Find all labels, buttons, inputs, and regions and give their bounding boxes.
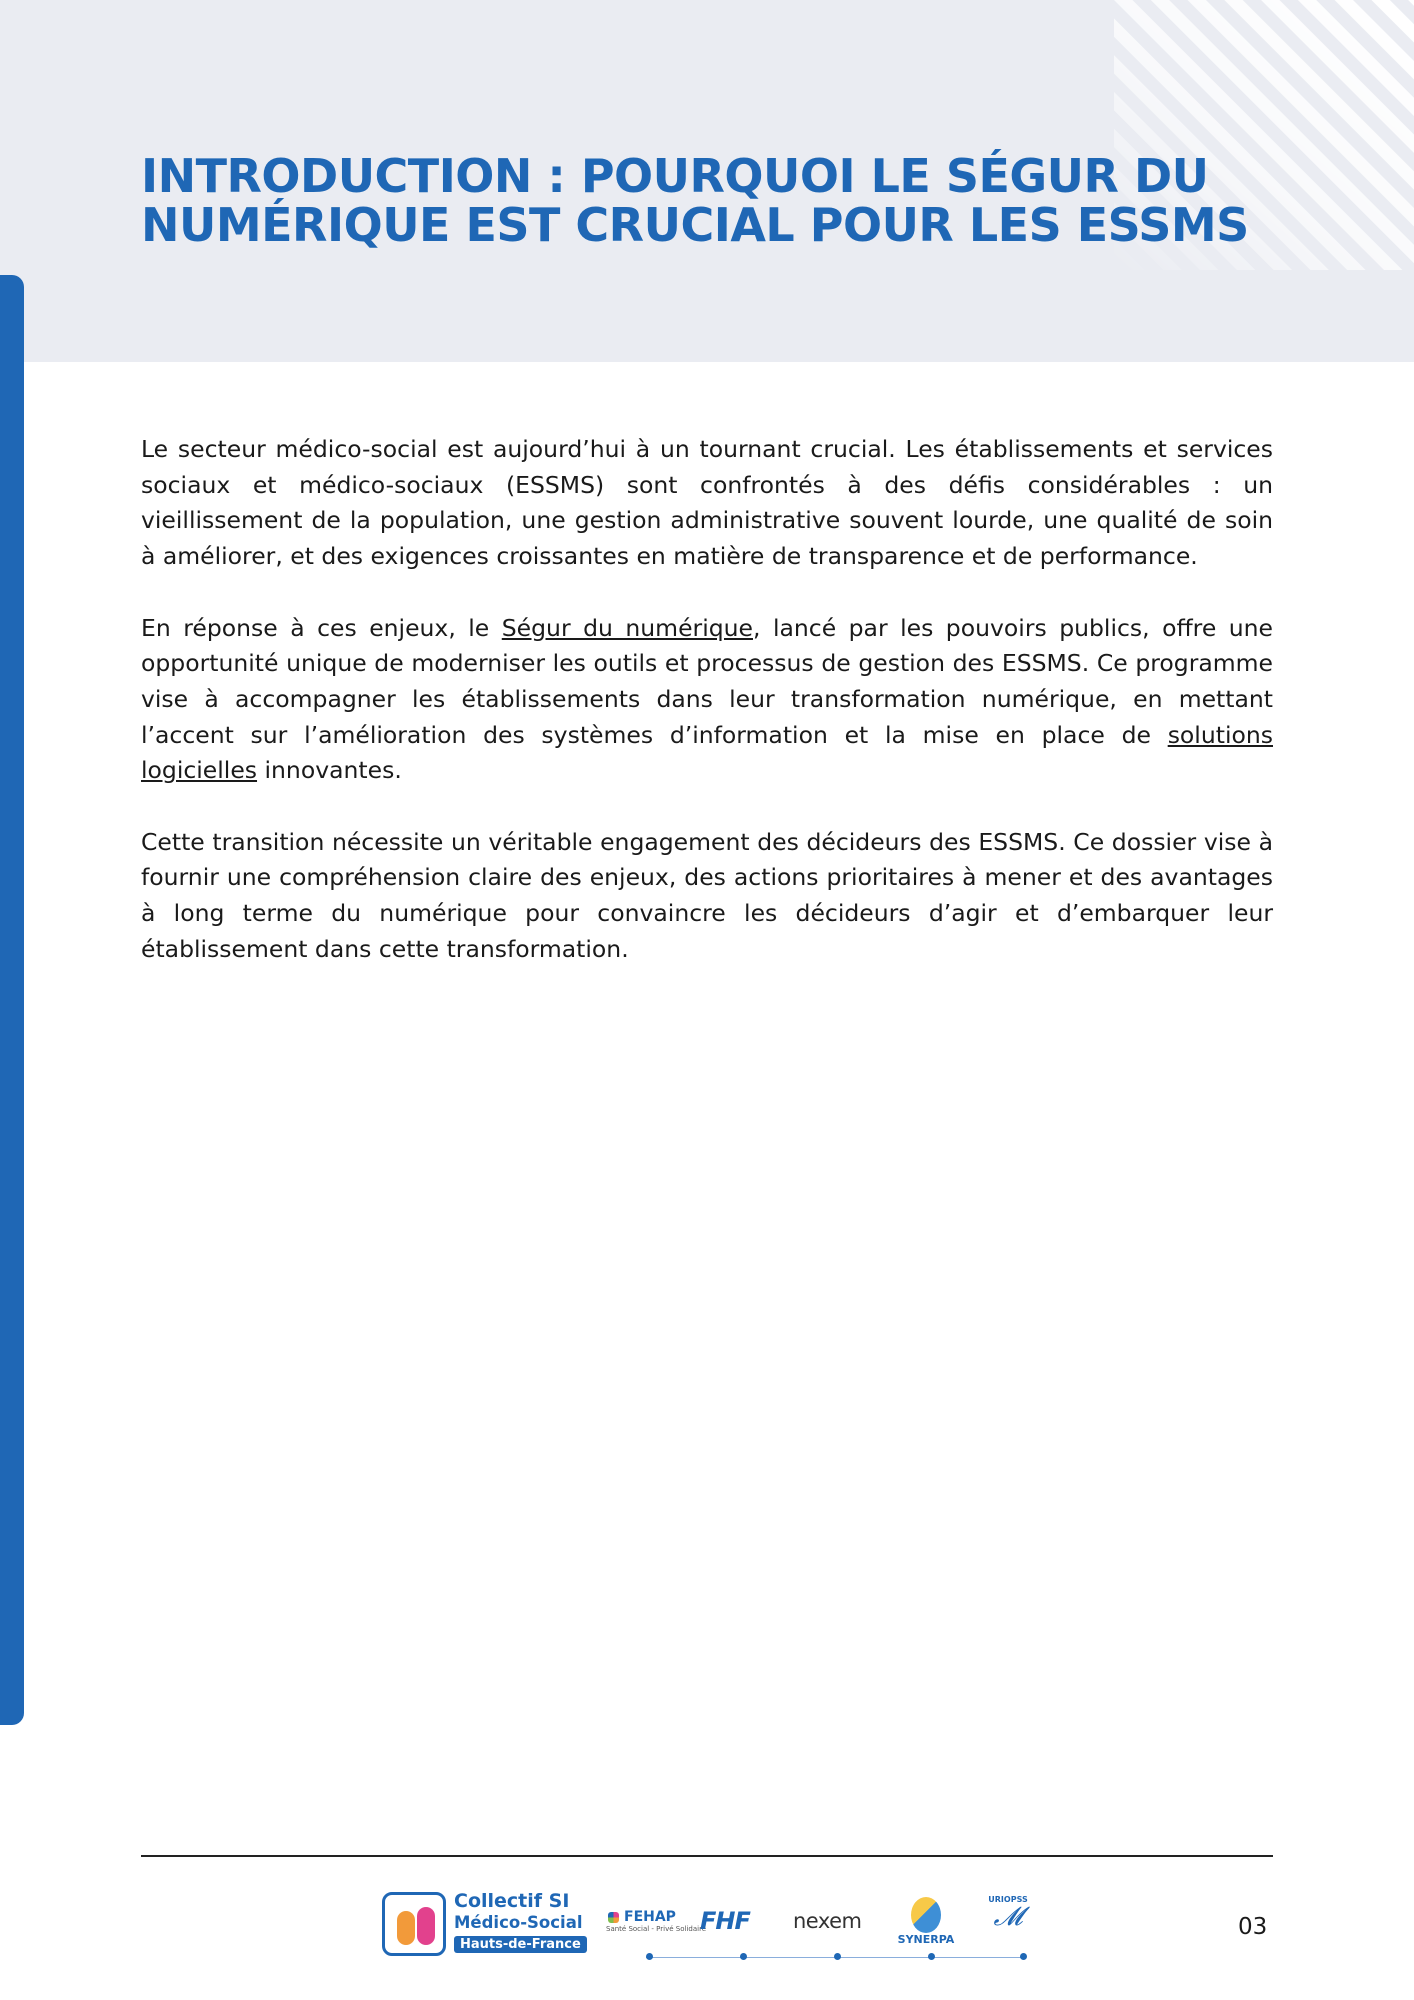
synerpa-logo-icon — [911, 1897, 941, 1933]
partner-dot — [740, 1953, 747, 1960]
collectif-si-logo-icon — [382, 1892, 446, 1956]
uriopss-logo-icon: 𝓜 — [993, 1902, 1023, 1932]
fehap-logo — [606, 1909, 707, 1933]
partner-dot — [928, 1953, 935, 1960]
paragraph-2-text-middle: , lancé par les pouvoirs publics, offre une opportunité unique de moderniser les outils et processus de gestion des ESSMS. Ce programme vise à accompagner les établissements dans leur transformation numérique, en mettant l’accent sur l’amélioration des systèmes d’information et la mise en place de — [141, 613, 1274, 749]
paragraph-2-text-start: En réponse à ces enjeux, le — [141, 613, 502, 642]
synerpa-logo — [896, 1897, 956, 1946]
uriopss-logo-name: URIOPSS — [988, 1895, 1028, 1904]
logo-figure-orange — [397, 1911, 415, 1945]
side-accent-bar — [0, 275, 24, 1725]
paragraph-2-text-end: innovantes. — [257, 756, 402, 785]
page-number: 03 — [1238, 1914, 1268, 1940]
partner-dot — [1020, 1953, 1027, 1960]
paragraph-1: Le secteur médico-social est aujourd’hui à un tournant crucial. Les établissements et services sociaux et médico-sociaux (ESSMS) sont confrontés à des défis considérables : un vieillissement de la population, une gestion administrative souvent lourde, une qualité de soin à améliorer, et des exigences croissantes en matière de transparence et de performance. — [141, 435, 1273, 571]
paragraph-3: Cette transition nécessite un véritable engagement des décideurs des ESSMS. Ce dossier vise à fournir une compréhension claire des enjeux, des actions prioritaires à mener et des avantages à long terme du numérique pour convaincre les décideurs d’agir et d’embarquer leur établissement dans cette transformation. — [141, 827, 1273, 963]
uriopss-logo — [984, 1895, 1032, 1930]
fehap-logo-subtitle: Santé Social - Privé Solidaire — [606, 1925, 707, 1933]
collectif-si-logo — [382, 1890, 583, 1960]
logo-text-line-3: Hauts-de-France — [454, 1936, 587, 1953]
fehap-logo-name: FEHAP — [606, 1909, 692, 1925]
segur-du-numerique-link[interactable]: Ségur du numérique — [501, 613, 753, 642]
logo-text-line-1: Collectif SI — [454, 1890, 570, 1912]
partner-dot — [646, 1953, 653, 1960]
nexem-logo: nexem — [793, 1909, 862, 1933]
partner-dot — [834, 1953, 841, 1960]
logo-figure-pink — [417, 1907, 435, 1945]
partner-logos — [606, 1895, 1036, 1965]
solutions-logicielles-link[interactable]: solutions logicielles — [141, 720, 1273, 785]
footer-divider — [141, 1855, 1273, 1857]
logo-text-line-2: Médico-Social — [454, 1913, 583, 1932]
body-text — [141, 432, 1273, 1003]
synerpa-logo-name: SYNERPA — [897, 1933, 955, 1946]
fhf-logo: FHF — [700, 1907, 750, 1935]
page-title: INTRODUCTION : POURQUOI LE SÉGUR DU NUMÉRIQUE EST CRUCIAL POUR LES ESSMS — [141, 149, 1249, 252]
paragraph-2 — [141, 611, 1273, 790]
